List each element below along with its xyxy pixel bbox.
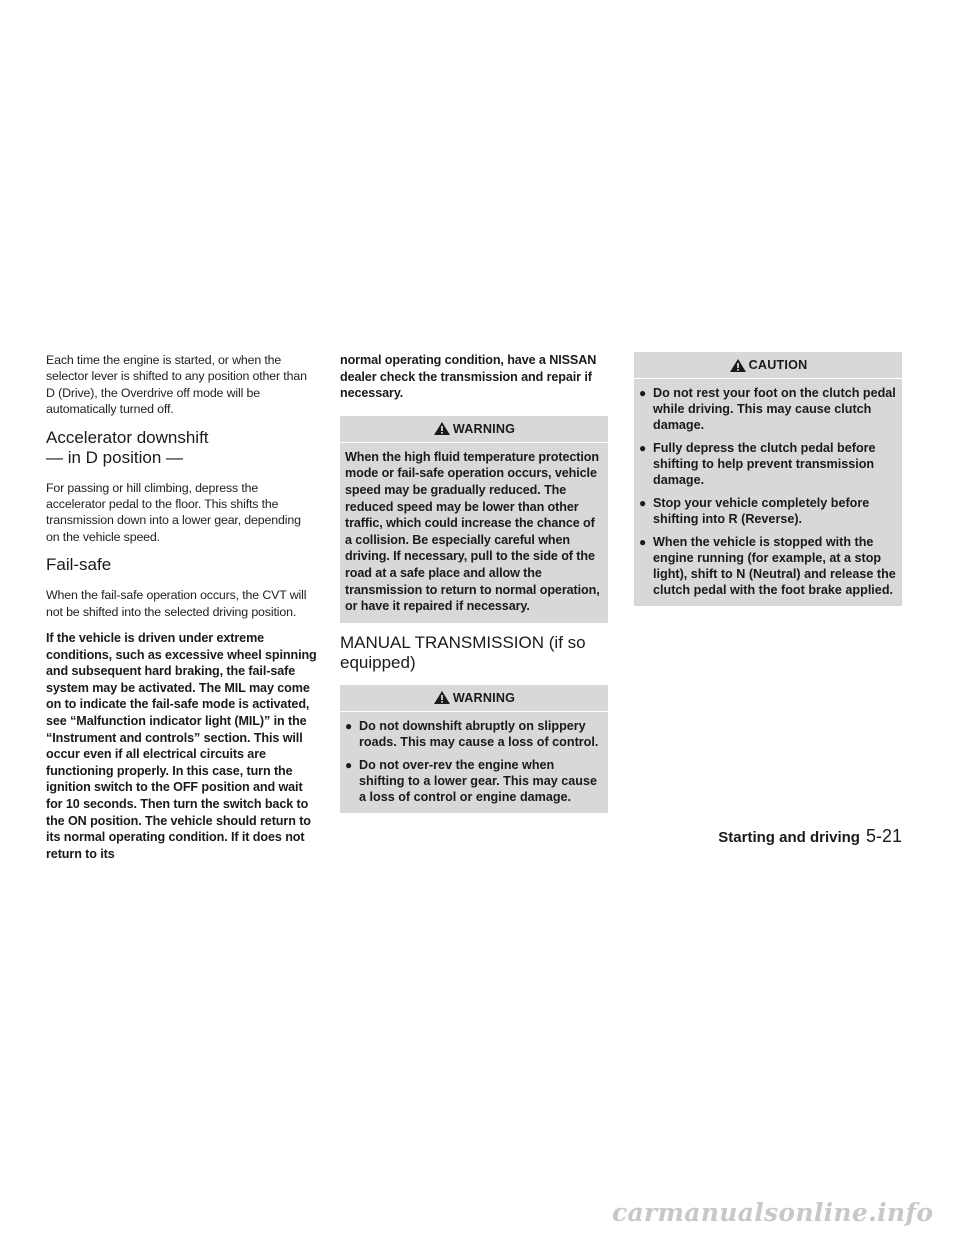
manual-transmission-heading: MANUAL TRANSMISSION (if so equipped) (340, 632, 586, 672)
warning-title: WARNING (452, 690, 516, 705)
downshift-heading-line2: — in D position — (46, 447, 183, 467)
caution-list (634, 385, 902, 598)
column-3 (634, 352, 902, 616)
warning-triangle-icon (433, 421, 451, 436)
bullet-icon: ● (345, 718, 353, 733)
failsafe-paragraph: When the fail-safe operation occurs, the CVT will not be shifted into the selected driving position. (46, 588, 307, 619)
chapter-title: Starting and driving (718, 829, 860, 846)
intro-paragraph: Each time the engine is started, or when the selector lever is shifted to any position other than D (Drive), the Overdrive off mode will be automatically turned off. (46, 353, 307, 417)
column-2 (340, 352, 608, 823)
warning-box-fluid (340, 416, 608, 623)
downshift-heading-line1: Accelerator downshift (46, 427, 209, 447)
warning-triangle-icon (729, 358, 747, 373)
bullet-icon: ● (639, 535, 647, 549)
warning-box-manual (340, 685, 608, 813)
caution-box (634, 352, 902, 606)
watermark-logo: carmanualsonline.info (612, 1198, 934, 1227)
warning-box-header (340, 685, 608, 712)
failsafe-heading: Fail-safe (46, 555, 112, 575)
failsafe-bold-paragraph: If the vehicle is driven under extreme conditions, such as excessive wheel spinning and subsequent hard braking, the fail-safe system may be activated. The MIL may come on to indicate the fail-safe mode is activated, see “Malfunction indicator light (MIL)” in the “Instrument and controls” section. This will occur even if all electrical circuits are functioning properly. In this case, turn the ignition switch to the OFF position and wait for 10 seconds. Then turn the switch back to the ON position. The vehicle should return to its normal operating condition. If it does not return to its (46, 631, 317, 861)
list-item: ● Do not downshift abruptly on slippery roads. This may cause a loss of control. (345, 718, 599, 749)
list-item: ● Do not rest your foot on the clutch pedal while driving. This may cause clutch damage. (639, 386, 896, 432)
list-item: ● Stop your vehicle completely before shifting into R (Reverse). (639, 496, 870, 526)
column-1 (46, 352, 317, 862)
warning-manual-list (340, 718, 608, 805)
bullet-icon: ● (639, 441, 647, 455)
bullet-icon: ● (345, 757, 353, 772)
list-item: ● Do not over-rev the engine when shifting to a lower gear. This may cause a loss of control or engine damage. (345, 757, 597, 804)
page-number: 5-21 (865, 826, 902, 846)
warning-fluid-text: When the high fluid temperature protection mode or fail-safe operation occurs, vehicle speed may be gradually reduced. The reduced speed may be lower than other traffic, which could increase the chance of a collision. Be especially careful when driving. If necessary, pull to the side of the road at a safe place and allow the transmission to return to normal operation, or have it repaired if necessary. (345, 449, 600, 614)
list-item: ● When the vehicle is stopped with the engine running (for example, at a stop light), shift to N (Neutral) and release the clutch pedal with the foot brake applied. (639, 535, 896, 597)
page-footer (718, 826, 902, 847)
warning-box-header (340, 416, 608, 443)
bullet-icon: ● (639, 496, 647, 510)
downshift-paragraph: For passing or hill climbing, depress the accelerator pedal to the floor. This shifts the transmission down into a lower gear, depending on the vehicle speed. (46, 480, 301, 544)
bullet-icon: ● (639, 386, 647, 400)
downshift-heading (46, 428, 317, 468)
list-item: ● Fully depress the clutch pedal before shifting to help prevent transmission damage. (639, 441, 876, 487)
warning-title: WARNING (452, 421, 516, 436)
caution-title: CAUTION (748, 358, 808, 372)
warning-triangle-icon (433, 690, 451, 705)
caution-box-header (634, 352, 902, 379)
continuation-paragraph: normal operating condition, have a NISSAN dealer check the transmission and repair if necessary. (340, 353, 597, 401)
